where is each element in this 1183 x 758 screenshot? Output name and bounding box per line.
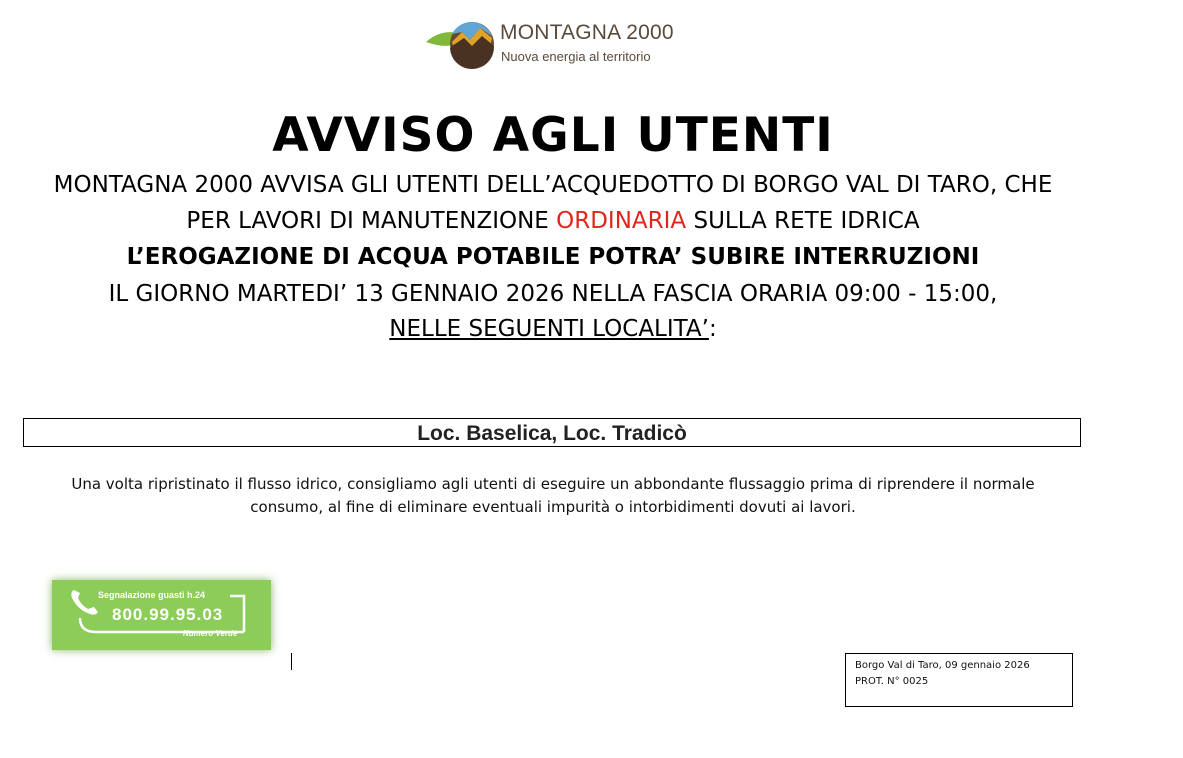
advice-paragraph	[40, 473, 1066, 519]
protocol-number: PROT. N° 0025	[855, 676, 929, 687]
text-cursor	[291, 653, 292, 670]
notice-title: AVVISO AGLI UTENTI	[272, 108, 834, 163]
notice-line-2-before: PER LAVORI DI MANUTENZIONE	[186, 208, 549, 234]
localities-heading: NELLE SEGUENTI LOCALITA’	[389, 316, 709, 342]
notice-line-2-after: SULLA RETE IDRICA	[693, 208, 920, 234]
localities-box: Loc. Baselica, Loc. Tradicò	[23, 418, 1081, 447]
logo-name: MONTAGNA 2000	[500, 21, 674, 44]
date-protocol-box	[845, 653, 1073, 707]
ordinaria-highlight: ORDINARIA	[556, 208, 687, 234]
notice-line-4: IL GIORNO MARTEDI’ 13 GENNAIO 2026 NELLA FASCIA ORARIA 09:00 - 15:00,	[108, 281, 998, 307]
place-date: Borgo Val di Taro, 09 gennaio 2026	[855, 660, 1030, 671]
hotline-badge	[52, 580, 271, 650]
notice-line-3: L’EROGAZIONE DI ACQUA POTABILE POTRA’ SUBIRE INTERRUZIONI	[126, 244, 980, 270]
mountain-leaf-icon	[424, 18, 496, 70]
notice-line-2	[0, 208, 1106, 234]
hotline-caption: Numero Verde	[183, 629, 238, 638]
notice-line-5	[0, 316, 1106, 342]
localities-heading-colon: :	[708, 316, 717, 342]
hotline-label: Segnalazione guasti h.24	[98, 590, 206, 600]
hotline-number: 800.99.95.03	[112, 605, 224, 624]
company-logo	[424, 18, 694, 70]
advice-line-2: consumo, al fine di eliminare eventuali impurità o intorbidimenti dovuti ai lavori.	[250, 498, 856, 516]
advice-line-1: Una volta ripristinato il flusso idrico, consigliamo agli utenti di eseguire un abbondante flussaggio prima di riprendere il normale	[71, 475, 1035, 493]
logo-tagline: Nuova energia al territorio	[501, 49, 651, 64]
notice-line-1: MONTAGNA 2000 AVVISA GLI UTENTI DELL’ACQUEDOTTO DI BORGO VAL DI TARO, CHE	[53, 172, 1053, 198]
